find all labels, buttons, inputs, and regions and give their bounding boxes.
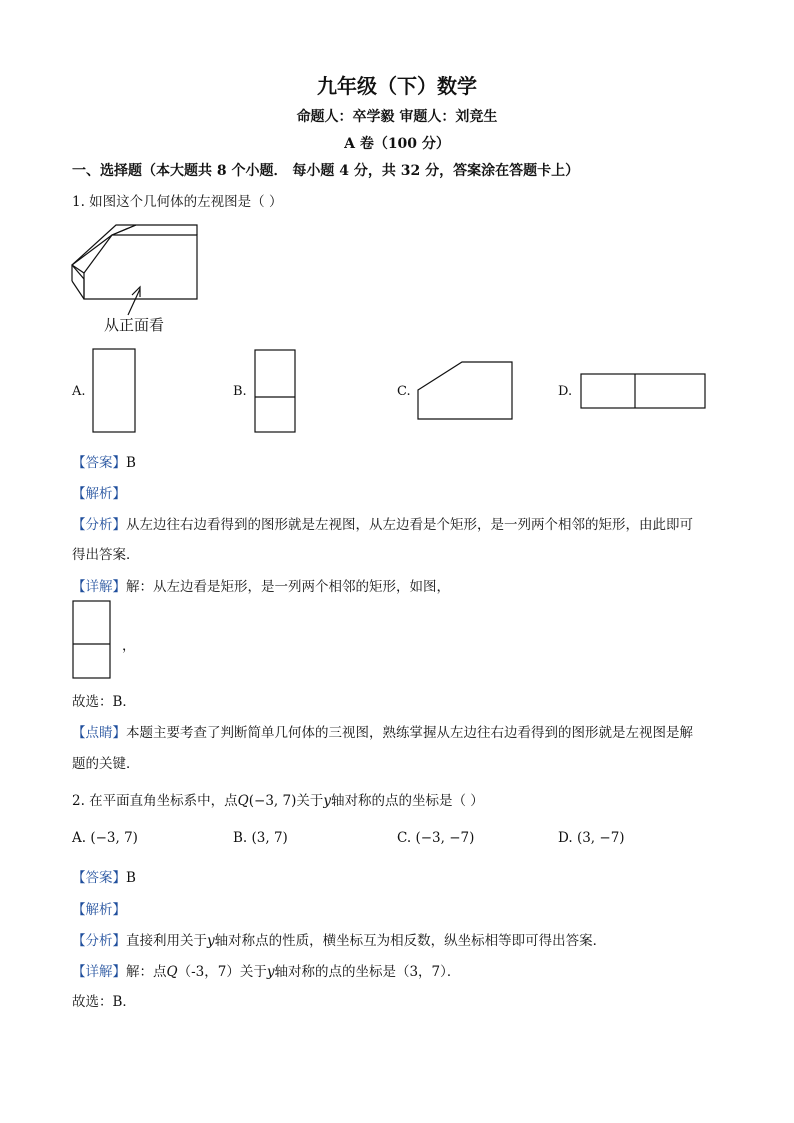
- answer-figure: [72, 600, 112, 680]
- solid-figure: [60, 215, 220, 320]
- paper-part: A 卷（100 分）: [344, 136, 450, 152]
- comment-tag: 【点睛】: [72, 725, 126, 741]
- question-1-stem: 1. 如图这个几何体的左视图是（ ）: [72, 194, 283, 210]
- detail-text: 解：从左边看是矩形，是一列两个相邻的矩形，如图，: [126, 579, 450, 595]
- figure-caption: 从正面看: [104, 316, 165, 334]
- q2-fenxi-post: 轴对称点的性质，横坐标互为相反数，纵坐标相等即可得出答案．: [214, 933, 607, 949]
- comment-line-2: 题的关键．: [72, 756, 140, 772]
- comment-line-1: 本题主要考查了判断简单几何体的三视图，熟练掌握从左边往右边看得到的图形就是左视图是解: [126, 725, 693, 741]
- q2-detail-point: Q: [166, 964, 178, 980]
- option-a-figure: [92, 348, 136, 433]
- fenxi-line-1: 从左边往右边看得到的图形就是左视图，从左边看是个矩形，是一列两个相邻的矩形，由此即可: [126, 517, 693, 533]
- q2-detail-mid: （-3，7）关于: [177, 964, 267, 980]
- detail-comma: ，: [122, 638, 136, 654]
- choose-line: 故选：B．: [72, 694, 136, 710]
- analysis-tag: 【解析】: [72, 486, 126, 502]
- q2-option-a-label: A.: [72, 830, 87, 846]
- q2-option-b-label: B.: [233, 830, 248, 846]
- stem-mid: 关于: [296, 793, 324, 809]
- answer-value: B: [126, 455, 136, 471]
- option-d-figure: [580, 373, 706, 409]
- stem-pre: 2. 在平面直角坐标系中，点: [72, 793, 238, 809]
- q2-option-a-value: (−3, 7): [90, 830, 138, 846]
- q2-detail-pre: 解：点: [126, 964, 167, 980]
- option-c-figure: [416, 361, 514, 421]
- option-b-label: B.: [233, 384, 247, 399]
- stem-post: 轴对称的点的坐标是（ ）: [331, 793, 484, 809]
- q2-fenxi-pre: 直接利用关于: [126, 933, 207, 949]
- section-heading: 一、选择题（本大题共 8 个小题． 每小题 4 分，共 32 分，答案涂在答题卡上）: [72, 163, 580, 179]
- point-name: Q: [237, 793, 249, 809]
- question-2-stem: [72, 789, 484, 809]
- q2-fenxi-var: y: [207, 933, 215, 949]
- point-coords: (−3, 7): [248, 793, 297, 809]
- fenxi-tag: 【分析】: [72, 517, 126, 533]
- axis-var: y: [323, 793, 331, 809]
- fenxi-line-2: 得出答案．: [72, 547, 140, 563]
- option-b-figure: [254, 349, 296, 434]
- page-title: 九年级（下）数学: [317, 74, 477, 98]
- q2-answer-tag: 【答案】: [72, 870, 126, 886]
- q2-detail-var: y: [266, 964, 275, 980]
- option-c-label: C.: [397, 384, 411, 399]
- q2-choose-line: 故选：B．: [72, 994, 136, 1010]
- answer-tag: 【答案】: [72, 455, 126, 471]
- q2-option-c-label: C.: [397, 830, 412, 846]
- option-a-label: A.: [72, 384, 86, 399]
- q2-analysis-tag: 【解析】: [72, 902, 126, 918]
- detail-tag: 【详解】: [72, 579, 126, 595]
- q2-option-d-label: D.: [558, 830, 573, 846]
- q2-detail-post: 轴对称的点的坐标是（3，7）．: [274, 964, 461, 980]
- q2-fenxi-tag: 【分析】: [72, 933, 126, 949]
- q2-option-b-value: (3, 7): [251, 830, 288, 846]
- authors-line: 命题人：卒学毅 审题人：刘竞生: [296, 109, 498, 125]
- option-d-label: D.: [558, 384, 573, 399]
- q2-option-d-value: (3, −7): [576, 830, 625, 846]
- q2-answer-value: B: [126, 870, 136, 886]
- q2-option-c-value: (−3, −7): [415, 830, 475, 846]
- q2-detail-tag: 【详解】: [72, 964, 126, 980]
